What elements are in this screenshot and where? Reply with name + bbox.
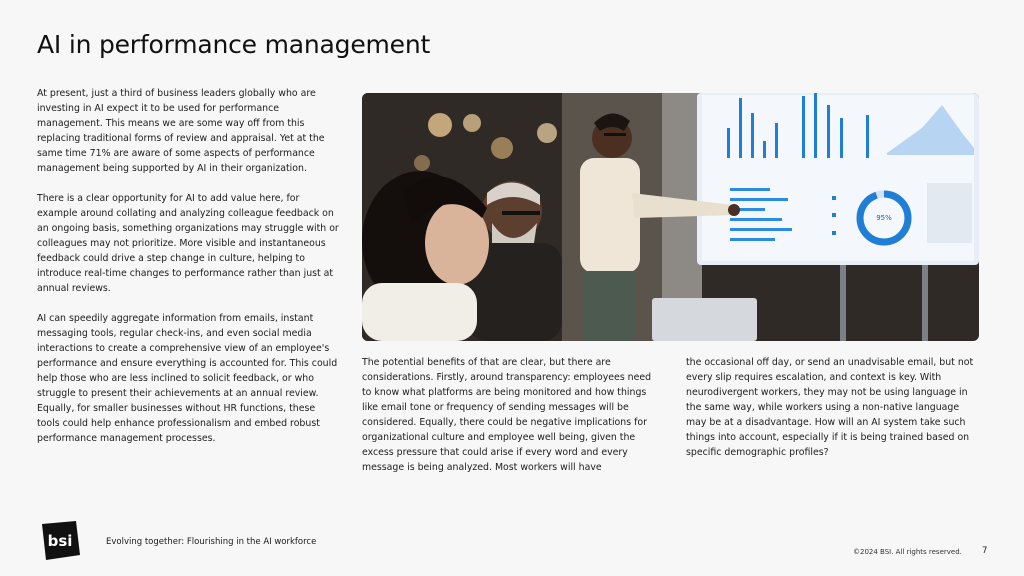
paragraph: There is a clear opportunity for AI to add value here, for example around collating and analyzing colleague feedback on an ongoing basis, something organizations may struggle with or colleagues may not prioritize. More visible and instantaneous feedback could drive a step change in culture, helping to introduce real-time changes to performance rather than just at annual reviews. [37, 193, 339, 294]
paragraph: AI can speedily aggregate information from emails, instant messaging tools, regular check-ins, and even social media interactions to create a comprehensive view of an employee's performance and ensure everything is accounted for. This could help those who are less inclined to solicit feedback, or who struggle to present their achievements at an annual review. Equally, for smaller businesses without HR functions, these tools could help enhance professionalism and embed robust performance management processes. [37, 313, 338, 444]
logo-text: bsi [47, 532, 73, 550]
copyright: ©2024 BSI. All rights reserved. [853, 548, 962, 556]
meeting-photo [362, 93, 979, 341]
footer-tagline: Evolving together: Flourishing in the AI workforce [106, 537, 317, 547]
paragraph: The potential benefits of that are clear, but there are considerations. Firstly, around transparency: employees need to know what platforms are being monitored and how things like email tone or frequency of sending messages will be considered. Equally, there could be negative implications for organizational culture and employee well being, given the excess pressure that could arise if every word and every message is being analyzed. Most workers will have [362, 357, 652, 473]
paragraph: the occasional off day, or send an unadvisable email, but not every slip requires escalation, and context is key. With neurodivergent workers, they may not be using language in the same way, while workers using a non-native language may be at a disadvantage. How will an AI system take such things into account, especially if it is being trained based on specific demographic profiles? [686, 357, 974, 458]
paragraph: At present, just a third of business leaders globally who are investing in AI expect it to be used for performance management. This means we are some way off from this replacing traditional forms of review and appraisal. Yet at the same time 71% are aware of some aspects of performance management being supported by AI in their organization. [37, 88, 325, 174]
middle-column [362, 355, 658, 490]
page-number: 7 [982, 546, 988, 556]
gauge-value: 95% [876, 214, 892, 222]
right-column [686, 355, 978, 475]
page-title: AI in performance management [37, 30, 431, 59]
left-column [37, 86, 339, 461]
bsi-logo [36, 521, 82, 561]
